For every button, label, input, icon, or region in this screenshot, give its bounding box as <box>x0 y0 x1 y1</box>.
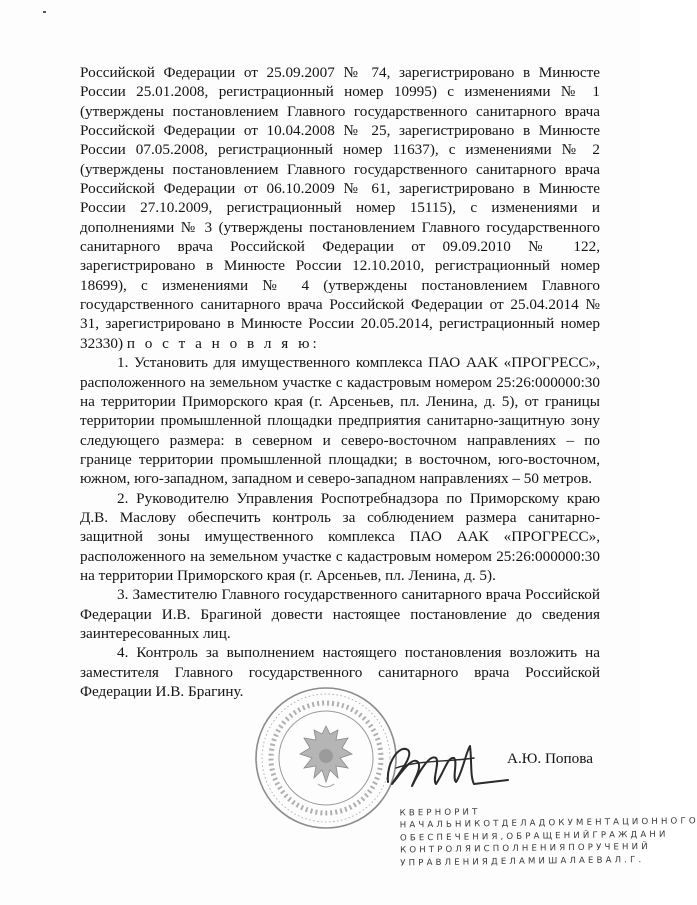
stamp-line-2: Н А Ч А Л Ь Н И К О Т Д Е Л А Д О К У М Е Н Т А Ц И О Н Н О Г О <box>399 816 696 831</box>
document-body <box>80 63 600 701</box>
certification-stamp <box>399 805 696 884</box>
stamp-line-5: У П Р А В Л Е Н И Я Д Е Л А М И Ш А Л А Е В А Л . Г . <box>400 854 642 869</box>
signer-name: А.Ю. Попова <box>507 750 593 767</box>
decree-item-3: 3. Заместителю Главного государственного санитарного врача Российской Федерации И.В. Брагиной довести настоящее постановление до сведения заинтересованных лиц. <box>80 586 600 642</box>
intro-text: Российской Федерации от 25.09.2007 № 74, зарегистрировано в Минюсте России 25.01.2008, регистрационный номер 10995) с изменениями № 1 (утверждены постановлением Главного государственного санитарного врача Российской Федерации от 10.04.2008 № 25, зарегистрировано в Минюсте России 07.05.2008, регистрационный номер 11637), с изменениями № 2 (утверждены постановлением Главного государственного санитарного врача Российской Федерации от 06.10.2009 № 61, зарегистрировано в Минюсте России 27.10.2009, регистрационный номер 15115), с изменениями и дополнениями № 3 (утверждены постановлением Главного государственного санитарного врача Российской Федерации от 09.09.2010 № 122, зарегистрировано в Минюсте России 12.10.2010, регистрационный номер 18699), с изменениями № 4 (утверждены постановлением Главного государственного санитарного врача Российской Федерации от 25.04.2014 № 31, зарегистрировано в Минюсте России 20.05.2014, регистрационный номер 32330) <box>80 64 600 352</box>
decree-word: п о с т а н о в л я ю: <box>126 334 320 352</box>
intro-paragraph <box>80 63 600 353</box>
decree-item-1: 1. Установить для имущественного комплекса ПАО ААК «ПРОГРЕСС», расположенного на земельном участке с кадастровым номером 25:26:000000:30 на территории Приморского края (г. Арсеньев, пл. Ленина, д. 5), от границы территории промышленной площадки предприятия санитарно-защитную зону следующего размера: в северном и северо-восточном направлениях – по границе территории промышленной площадки; в восточном, юго-восточном, южном, юго-западном, западном и северо-западном направлениях – 50 метров. <box>80 354 600 488</box>
signature-icon <box>378 732 513 794</box>
stamp-line-4: К О Н Т Р О Л Я И С П О Л Н Е Н И Я П О Р У Ч Е Н И Й <box>400 842 648 856</box>
decree-item-4: 4. Контроль за выполнением настоящего постановления возложить на заместителя Главного государственного санитарного врача Российской Федерации И.В. Брагину. <box>80 644 600 700</box>
scan-mark <box>43 11 46 13</box>
stamp-line-3: О Б Е С П Е Ч Е Н И Я , О Б Р А Щ Е Н И Й Г Р А Ж Д А Н И <box>399 829 666 844</box>
stamp-line-1: К В Е Р Н О Р И Т <box>399 807 478 819</box>
decree-item-2: 2. Руководителю Управления Роспотребнадзора по Приморскому краю Д.В. Маслову обеспечить контроль за соблюдением размера санитарно-защитной зоны имущественного комплекса ПАО ААК «ПРОГРЕСС», расположенного на земельном участке с кадастровым номером 25:26:000000:30 на территории Приморского края (г. Арсеньев, пл. Ленина, д. 5). <box>80 489 600 584</box>
